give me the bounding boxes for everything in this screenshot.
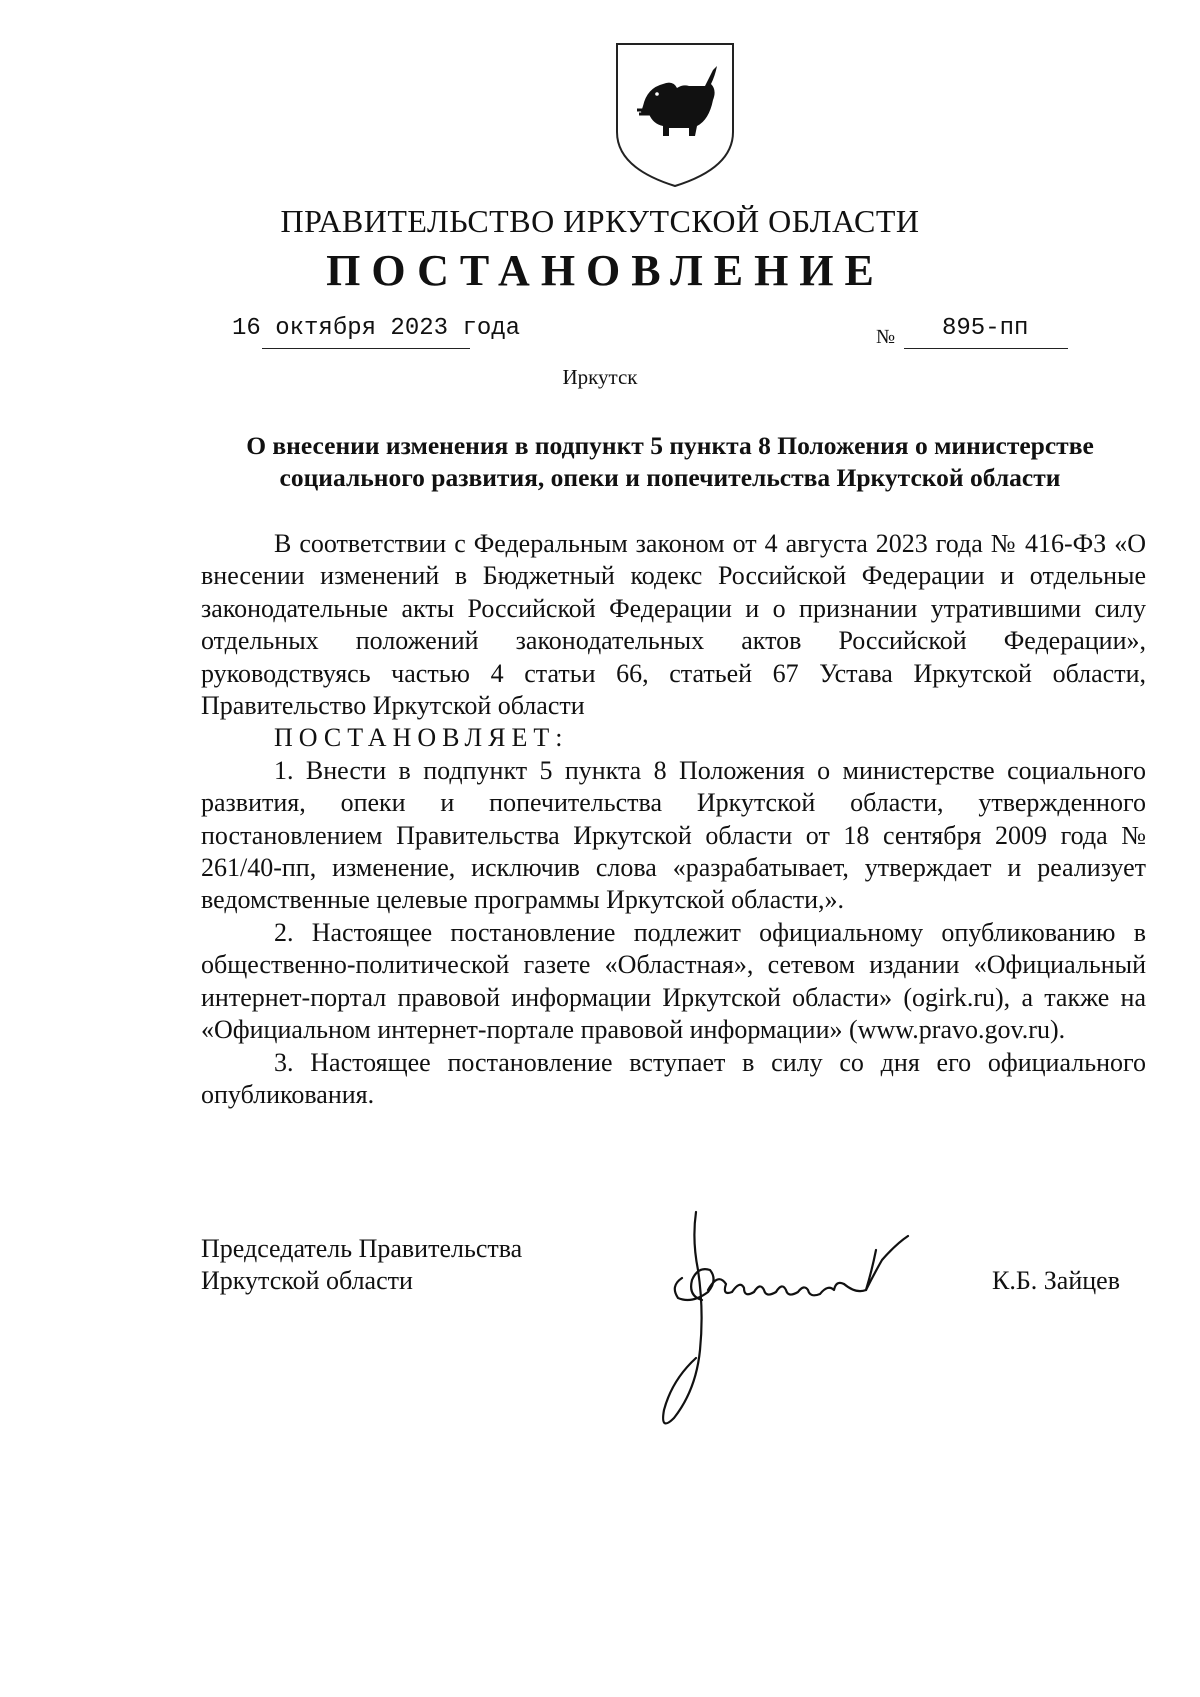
number-underline (904, 348, 1068, 349)
handwritten-signature (652, 1200, 972, 1440)
document-number: 895-пп (942, 315, 1029, 342)
document-city: Иркутск (562, 365, 638, 389)
signer-name: К.Б. Зайцев (992, 1266, 1120, 1295)
number-sign: № (876, 326, 896, 348)
document-body (201, 528, 1146, 1111)
date-underline (262, 348, 470, 349)
decree-word: ПОСТАНОВЛЯЕТ: (274, 723, 569, 753)
signer-position (201, 1233, 522, 1297)
document-date: 16 октября 2023 года (232, 315, 521, 342)
clause-1: 1. Внести в подпункт 5 пункта 8 Положения о министерстве социального развития, опеки и попечительства Иркутской области, утвержденного постановлением Правительства Иркутской области от 18 сентября 2009 года № 261/40-пп, изменение, исключив слова «разрабатывает, утверждает и реализует ведомственные целевые программы Иркутской области,». (201, 755, 1146, 915)
signer-position-line-2: Иркутской области (201, 1266, 413, 1295)
coat-of-arms-icon (613, 40, 737, 190)
signer-position-line-1: Председатель Правительства (201, 1234, 523, 1263)
preamble-paragraph: В соответствии с Федеральным законом от 4 августа 2023 года № 416-ФЗ «О внесении изменений в Бюджетный кодекс Российской Федерации и отдельные законодательные акты Российской Федерации и о признании утратившими силу отдельных положений законодательных актов Российской Федерации», руководствуясь частью 4 статьи 66, статьей 67 Устава Иркутской области, Правительство Иркутской области (201, 529, 1146, 721)
document-type: ПОСТАНОВЛЕНИЕ (326, 246, 885, 295)
clause-2: 2. Настоящее постановление подлежит официальному опубликованию в общественно-политической газете «Областная», сетевом издании «Официальный интернет-портал правовой информации Иркутской области» (ogirk.ru), а также на «Официальном интернет-портале правовой информации» (www.pravo.gov.ru). (201, 917, 1146, 1045)
document-title: О внесении изменения в подпункт 5 пункта 8 Положения о министерстве социального развития, опеки и попечительства Иркутской области (246, 431, 1094, 492)
clause-3: 3. Настоящее постановление вступает в силу со дня его официального опубликования. (201, 1047, 1146, 1109)
government-name: ПРАВИТЕЛЬСТВО ИРКУТСКОЙ ОБЛАСТИ (280, 203, 920, 239)
